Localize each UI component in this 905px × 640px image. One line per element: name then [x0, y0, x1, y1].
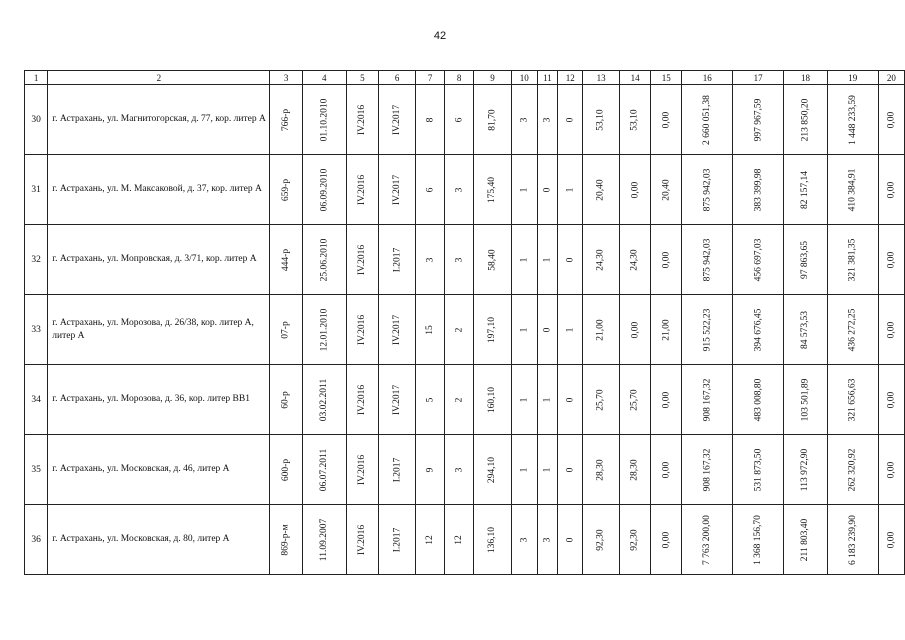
cell-value: 0,00	[886, 251, 897, 268]
table-cell	[474, 365, 512, 435]
table-cell	[445, 155, 474, 225]
table-cell	[445, 505, 474, 575]
row-number-cell: 31	[25, 155, 48, 225]
cell-value: IV.2016	[357, 524, 368, 555]
table-cell	[474, 435, 512, 505]
table-cell	[379, 225, 416, 295]
table-cell	[784, 505, 828, 575]
header-cell: 15	[651, 71, 682, 85]
table-cell	[416, 435, 445, 505]
table-cell	[537, 365, 558, 435]
header-cell: 19	[827, 71, 878, 85]
cell-value: 0,00	[630, 321, 641, 338]
table-cell	[474, 225, 512, 295]
cell-value: 659-р	[281, 178, 292, 201]
cell-value: 600-р	[281, 458, 292, 481]
table-cell	[682, 505, 733, 575]
table-cell	[302, 225, 346, 295]
cell-value: 915 522,23	[702, 308, 713, 351]
table-cell	[270, 155, 302, 225]
cell-value: 5	[425, 397, 436, 402]
cell-value: 136,10	[487, 526, 498, 553]
table-cell	[346, 505, 379, 575]
table-cell	[620, 435, 651, 505]
cell-value: 25,70	[630, 388, 641, 411]
row-number-cell: 35	[25, 435, 48, 505]
cell-value: 06.07.2011	[319, 448, 330, 491]
cell-value: I.2017	[392, 457, 403, 482]
table-cell	[827, 85, 878, 155]
table-cell	[416, 225, 445, 295]
table-cell	[558, 295, 583, 365]
cell-value: IV.2017	[392, 384, 403, 415]
table-cell	[537, 505, 558, 575]
cell-value: 908 167,32	[702, 378, 713, 421]
cell-value: 15	[425, 324, 436, 335]
cell-value: 58,40	[487, 248, 498, 271]
table-cell	[733, 505, 784, 575]
cell-value: 1 448 233,59	[847, 94, 858, 145]
cell-value: 1	[519, 257, 530, 262]
table-cell	[733, 85, 784, 155]
cell-value: 24,30	[596, 248, 607, 271]
table-cell	[558, 435, 583, 505]
table-cell	[416, 85, 445, 155]
address-cell: г. Астрахань, ул. Мопровская, д. 3/71, кор. литер А	[48, 225, 270, 295]
table-cell	[682, 155, 733, 225]
table-cell	[379, 295, 416, 365]
cell-value: 3	[454, 187, 465, 192]
table-cell	[583, 85, 620, 155]
header-cell: 4	[302, 71, 346, 85]
table-cell	[445, 295, 474, 365]
cell-value: 2	[454, 397, 465, 402]
cell-value: 0,00	[661, 461, 672, 478]
table-cell	[416, 295, 445, 365]
table-row	[25, 365, 905, 435]
cell-value: 444-р	[281, 248, 292, 271]
cell-value: 53,10	[596, 108, 607, 131]
cell-value: 1 368 156,70	[753, 514, 764, 565]
cell-value: 0,00	[886, 111, 897, 128]
header-cell: 7	[416, 71, 445, 85]
cell-value: 03.02.2011	[319, 378, 330, 421]
cell-value: 1	[542, 257, 553, 262]
table-cell	[620, 505, 651, 575]
table-cell	[651, 365, 682, 435]
table-cell	[537, 435, 558, 505]
cell-value: 410 384,91	[847, 168, 858, 211]
data-table	[24, 70, 905, 575]
cell-value: 483 008,80	[753, 378, 764, 421]
table-cell	[302, 505, 346, 575]
cell-value: 197,10	[487, 316, 498, 343]
cell-value: 60-р	[281, 390, 292, 409]
table-cell	[270, 365, 302, 435]
cell-value: 12.01.2010	[319, 308, 330, 351]
address-cell: г. Астрахань, ул. Магнитогорская, д. 77, кор. литер А	[48, 85, 270, 155]
cell-value: 3	[519, 537, 530, 542]
cell-value: 0,00	[886, 181, 897, 198]
cell-value: IV.2016	[357, 244, 368, 275]
table-cell	[270, 435, 302, 505]
table-cell	[878, 155, 904, 225]
cell-value: 1	[519, 397, 530, 402]
table-cell	[583, 505, 620, 575]
cell-value: 1	[565, 187, 576, 192]
cell-value: 1	[519, 327, 530, 332]
table-cell	[511, 155, 537, 225]
cell-value: 294,10	[487, 456, 498, 483]
table-cell	[733, 225, 784, 295]
cell-value: 6	[454, 117, 465, 122]
cell-value: 21,00	[661, 318, 672, 341]
cell-value: IV.2016	[357, 174, 368, 205]
table-cell	[620, 365, 651, 435]
cell-value: 103 501,89	[800, 378, 811, 421]
cell-value: 383 399,98	[753, 168, 764, 211]
cell-value: 456 697,03	[753, 238, 764, 281]
table-cell	[583, 225, 620, 295]
cell-value: 0,00	[661, 111, 672, 128]
address-cell: г. Астрахань, ул. М. Максаковой, д. 37, кор. литер А	[48, 155, 270, 225]
cell-value: IV.2017	[392, 174, 403, 205]
table-cell	[682, 225, 733, 295]
cell-value: 07-р	[281, 320, 292, 339]
header-cell: 12	[558, 71, 583, 85]
table-cell	[346, 295, 379, 365]
cell-value: IV.2017	[392, 104, 403, 135]
cell-value: 1	[542, 467, 553, 472]
table-cell	[379, 365, 416, 435]
table-cell	[878, 435, 904, 505]
table-cell	[651, 155, 682, 225]
table-cell	[346, 365, 379, 435]
header-cell: 17	[733, 71, 784, 85]
cell-value: 0	[565, 117, 576, 122]
header-cell: 1	[25, 71, 48, 85]
table-cell	[270, 225, 302, 295]
cell-value: 875 942,03	[702, 238, 713, 281]
table-cell	[827, 505, 878, 575]
header-cell: 14	[620, 71, 651, 85]
address-cell: г. Астрахань, ул. Московская, д. 46, литер А	[48, 435, 270, 505]
cell-value: 531 873,50	[753, 448, 764, 491]
row-number-cell: 32	[25, 225, 48, 295]
header-cell: 18	[784, 71, 828, 85]
cell-value: 06.09.2010	[319, 168, 330, 211]
table-cell	[537, 85, 558, 155]
cell-value: 2	[454, 327, 465, 332]
header-cell: 20	[878, 71, 904, 85]
table-cell	[620, 225, 651, 295]
table-cell	[583, 295, 620, 365]
table-cell	[558, 155, 583, 225]
row-number-cell: 36	[25, 505, 48, 575]
cell-value: 0,00	[661, 391, 672, 408]
table-cell	[416, 365, 445, 435]
header-cell: 16	[682, 71, 733, 85]
table-cell	[827, 155, 878, 225]
table-cell	[511, 435, 537, 505]
table-cell	[827, 365, 878, 435]
cell-value: IV.2016	[357, 314, 368, 345]
table-row	[25, 155, 905, 225]
cell-value: 0,00	[886, 531, 897, 548]
table-cell	[537, 225, 558, 295]
table-cell	[558, 505, 583, 575]
table-cell	[651, 505, 682, 575]
cell-value: 160,10	[487, 386, 498, 413]
table-cell	[878, 505, 904, 575]
cell-value: 175,40	[487, 176, 498, 203]
table-cell	[784, 295, 828, 365]
header-cell: 13	[583, 71, 620, 85]
cell-value: 213 850,20	[800, 98, 811, 141]
cell-value: 3	[454, 257, 465, 262]
table-row	[25, 225, 905, 295]
cell-value: IV.2016	[357, 384, 368, 415]
cell-value: 3	[454, 467, 465, 472]
table-cell	[583, 155, 620, 225]
cell-value: 1	[519, 467, 530, 472]
cell-value: 01.10.2010	[319, 98, 330, 141]
cell-value: IV.2016	[357, 104, 368, 135]
table-cell	[511, 295, 537, 365]
table-cell	[346, 225, 379, 295]
table-cell	[558, 225, 583, 295]
table-cell	[733, 435, 784, 505]
table-row	[25, 505, 905, 575]
table-cell	[878, 365, 904, 435]
table-cell	[733, 365, 784, 435]
cell-value: 908 167,32	[702, 448, 713, 491]
table-cell	[620, 295, 651, 365]
cell-value: 436 272,25	[847, 308, 858, 351]
cell-value: 0,00	[630, 181, 641, 198]
cell-value: I.2017	[392, 247, 403, 272]
table-cell	[346, 85, 379, 155]
cell-value: 28,30	[596, 458, 607, 481]
table-cell	[346, 155, 379, 225]
cell-value: I.2017	[392, 527, 403, 552]
cell-value: 262 320,92	[847, 448, 858, 491]
table-row	[25, 85, 905, 155]
cell-value: 6 183 239,90	[847, 514, 858, 565]
table-cell	[445, 435, 474, 505]
header-cell: 6	[379, 71, 416, 85]
table-cell	[682, 435, 733, 505]
cell-value: 0	[565, 467, 576, 472]
table-row	[25, 295, 905, 365]
table-cell	[878, 225, 904, 295]
cell-value: 92,30	[630, 528, 641, 551]
cell-value: 25,70	[596, 388, 607, 411]
table-cell	[784, 225, 828, 295]
cell-value: 0	[542, 327, 553, 332]
table-cell	[558, 85, 583, 155]
address-cell: г. Астрахань, ул. Московская, д. 80, литер А	[48, 505, 270, 575]
table-cell	[784, 365, 828, 435]
cell-value: 1	[519, 187, 530, 192]
cell-value: IV.2016	[357, 454, 368, 485]
cell-value: 25.06.2010	[319, 238, 330, 281]
cell-value: 0,00	[661, 531, 672, 548]
cell-value: 0	[565, 397, 576, 402]
cell-value: 869-р-м	[281, 523, 292, 556]
row-number-cell: 33	[25, 295, 48, 365]
table-cell	[583, 435, 620, 505]
table-cell	[270, 85, 302, 155]
cell-value: 3	[542, 117, 553, 122]
cell-value: 3	[519, 117, 530, 122]
cell-value: 997 967,59	[753, 98, 764, 141]
cell-value: 321 656,63	[847, 378, 858, 421]
row-number-cell: 34	[25, 365, 48, 435]
table-cell	[733, 155, 784, 225]
cell-value: 3	[542, 537, 553, 542]
row-number-cell: 30	[25, 85, 48, 155]
header-cell: 5	[346, 71, 379, 85]
table-cell	[651, 435, 682, 505]
address-cell: г. Астрахань, ул. Морозова, д. 36, кор. литер ВВ1	[48, 365, 270, 435]
cell-value: 12	[454, 534, 465, 545]
header-cell: 11	[537, 71, 558, 85]
table-cell	[784, 155, 828, 225]
table-cell	[511, 365, 537, 435]
cell-value: 6	[425, 187, 436, 192]
cell-value: 20,40	[596, 178, 607, 201]
cell-value: 394 676,45	[753, 308, 764, 351]
table-cell	[474, 295, 512, 365]
table-cell	[651, 85, 682, 155]
table-cell	[620, 85, 651, 155]
table-cell	[682, 295, 733, 365]
header-cell: 10	[511, 71, 537, 85]
table-cell	[651, 295, 682, 365]
table-cell	[511, 505, 537, 575]
cell-value: 97 863,65	[800, 240, 811, 279]
table-cell	[379, 155, 416, 225]
table-cell	[302, 85, 346, 155]
cell-value: 81,70	[487, 108, 498, 131]
header-row	[25, 71, 905, 85]
cell-value: 0,00	[886, 321, 897, 338]
cell-value: 0,00	[661, 251, 672, 268]
cell-value: 9	[425, 467, 436, 472]
cell-value: 20,40	[661, 178, 672, 201]
cell-value: IV.2017	[392, 314, 403, 345]
table-cell	[537, 155, 558, 225]
table-cell	[379, 505, 416, 575]
cell-value: 11.09.2007	[319, 518, 330, 561]
table-cell	[682, 85, 733, 155]
header-cell: 9	[474, 71, 512, 85]
table-cell	[878, 85, 904, 155]
cell-value: 7 763 200,00	[702, 514, 713, 565]
table-cell	[827, 435, 878, 505]
table-cell	[733, 295, 784, 365]
table-cell	[474, 85, 512, 155]
table-cell	[445, 225, 474, 295]
cell-value: 211 803,40	[800, 518, 811, 561]
cell-value: 3	[425, 257, 436, 262]
table-row	[25, 435, 905, 505]
header-cell: 2	[48, 71, 270, 85]
cell-value: 875 942,03	[702, 168, 713, 211]
table-cell	[583, 365, 620, 435]
header-cell: 3	[270, 71, 302, 85]
table-cell	[302, 365, 346, 435]
cell-value: 0	[565, 537, 576, 542]
cell-value: 1	[565, 327, 576, 332]
table-cell	[445, 365, 474, 435]
cell-value: 2 660 051,38	[702, 94, 713, 145]
table-cell	[682, 365, 733, 435]
table-cell	[346, 435, 379, 505]
table-cell	[878, 295, 904, 365]
table-cell	[270, 505, 302, 575]
cell-value: 12	[425, 534, 436, 545]
table-cell	[537, 295, 558, 365]
table-cell	[302, 155, 346, 225]
cell-value: 0	[542, 187, 553, 192]
cell-value: 82 157,14	[800, 170, 811, 209]
table-cell	[270, 295, 302, 365]
table-cell	[827, 225, 878, 295]
table-cell	[784, 435, 828, 505]
cell-value: 1	[542, 397, 553, 402]
table-cell	[620, 155, 651, 225]
cell-value: 0,00	[886, 391, 897, 408]
table-cell	[474, 505, 512, 575]
table-cell	[379, 85, 416, 155]
table-cell	[784, 85, 828, 155]
table-cell	[474, 155, 512, 225]
table-cell	[558, 365, 583, 435]
cell-value: 84 573,53	[800, 310, 811, 349]
table-cell	[827, 295, 878, 365]
cell-value: 321 381,35	[847, 238, 858, 281]
address-cell: г. Астрахань, ул. Морозова, д. 26/38, кор. литер А, литер А	[48, 295, 270, 365]
table-cell	[302, 295, 346, 365]
cell-value: 53,10	[630, 108, 641, 131]
table-cell	[416, 155, 445, 225]
cell-value: 21,00	[596, 318, 607, 341]
table-cell	[445, 85, 474, 155]
table-cell	[379, 435, 416, 505]
cell-value: 24,30	[630, 248, 641, 271]
table-cell	[651, 225, 682, 295]
cell-value: 92,30	[596, 528, 607, 551]
page-number: 42	[433, 30, 447, 42]
cell-value: 0	[565, 257, 576, 262]
cell-value: 8	[425, 117, 436, 122]
table-cell	[416, 505, 445, 575]
table-cell	[511, 85, 537, 155]
cell-value: 28,30	[630, 458, 641, 481]
cell-value: 0,00	[886, 461, 897, 478]
cell-value: 113 972,90	[800, 448, 811, 491]
table-cell	[511, 225, 537, 295]
cell-value: 766-р	[281, 108, 292, 131]
table-cell	[302, 435, 346, 505]
header-cell: 8	[445, 71, 474, 85]
